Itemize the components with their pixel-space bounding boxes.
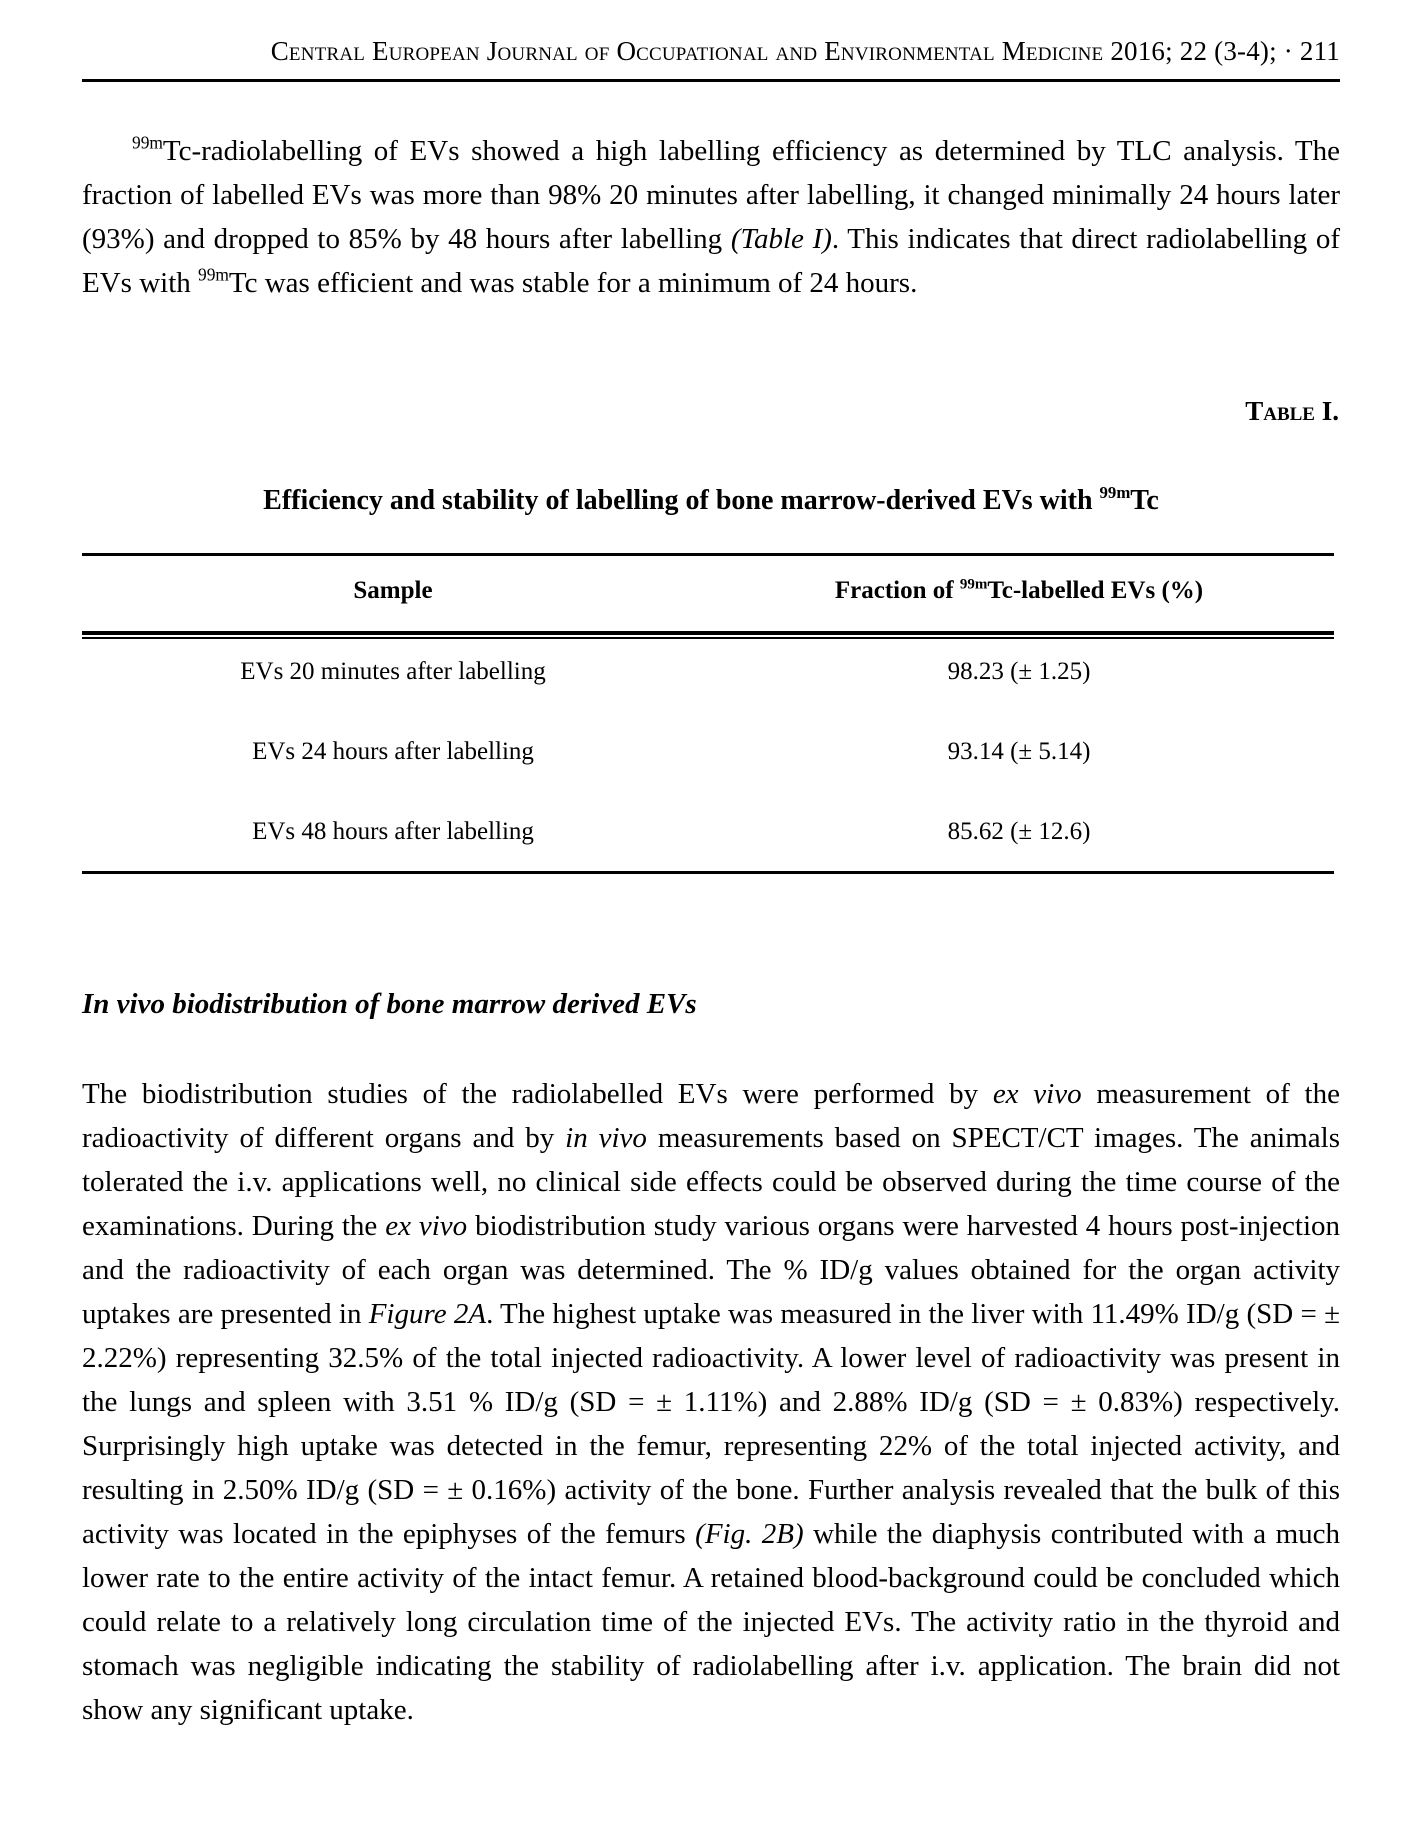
section-heading: In vivo biodistribution of bone marrow derived EVs	[82, 988, 697, 1020]
column-header-fraction	[704, 577, 1334, 605]
table-cell-sample: EVs 48 hours after labelling	[252, 818, 534, 845]
column-header-sample: Sample	[353, 577, 433, 604]
running-header	[82, 36, 1340, 67]
table-bottom-rule	[82, 871, 1334, 874]
figure-reference: (Fig. 2B)	[695, 1518, 804, 1550]
table-cell-sample: EVs 20 minutes after labelling	[240, 658, 546, 685]
table-label: Table I.	[1245, 396, 1339, 426]
table-header-rule-thin	[82, 637, 1334, 639]
text: Tc-radiolabelling of EVs showed a high labelling efficiency as determined by TLC analysis. The fraction of labelled EVs was more than 98% 20 minutes after labelling, it changed minimally 24 hours later (93%) and dropped to 85% by 48 hours after labelling	[82, 135, 1340, 255]
text: biodistribution study various organs were harvested 4 hours post-injection and the radioactivity of each organ was determined. The % ID/g values obtained for the organ activity uptakes are presented in	[82, 1210, 1340, 1330]
italic-term: ex vivo	[385, 1210, 468, 1242]
text: measurement of the radioactivity of different organs and by	[82, 1078, 1340, 1154]
text: . The highest uptake was measured in the liver with 11.49% ID/g (SD = ± 2.22%) representing 32.5% of the total injected radioactivity. A lower level of radioactivity was present in the lungs and spleen with 3.51 % ID/g (SD = ± 1.11%) and 2.88% ID/g (SD = ± 0.83%) respectively. Surprisingly high uptake was detected in the femur, representing 22% of the total injected activity, and resulting in 2.50% ID/g (SD = ± 0.16%) activity of the bone. Further analysis revealed that the bulk of this activity was located in the epiphyses of the femurs	[82, 1298, 1340, 1550]
title-text: Efficiency and stability of labelling of bone marrow-derived EVs with	[263, 485, 1100, 516]
table-header-rule	[82, 631, 1334, 635]
citation: 2016; 22 (3-4); · 211	[1110, 36, 1340, 66]
superscript: 99m	[132, 132, 163, 153]
text: . This indicates that direct radiolabelling of EVs with	[82, 223, 1340, 299]
italic-term: in vivo	[565, 1122, 647, 1154]
paragraph-biodistribution	[82, 1072, 1340, 1732]
superscript: 99m	[1099, 483, 1131, 503]
header-text: Tc-labelled EVs (%)	[987, 577, 1204, 604]
superscript: 99m	[959, 576, 988, 593]
header-text: Fraction of	[834, 577, 960, 604]
table-cell-fraction: 93.14 (± 5.14)	[947, 738, 1091, 765]
text: while the diaphysis contributed with a much lower rate to the entire activity of the intact femur. A retained blood-background could be concluded which could relate to a relatively long circulation time of the injected EVs. The activity ratio in the thyroid and stomach was negligible indicating the stability of radiolabelling after i.v. application. The brain did not show any significant uptake.	[82, 1518, 1340, 1726]
header-rule	[82, 79, 1340, 82]
title-text: Tc	[1130, 485, 1159, 516]
italic-term: ex vivo	[992, 1078, 1082, 1110]
paragraph-labelling-efficiency	[82, 129, 1340, 305]
table-top-rule	[82, 553, 1334, 556]
figure-reference: Figure 2A	[368, 1298, 487, 1330]
table-title	[82, 485, 1340, 517]
table-reference: (Table I)	[730, 223, 832, 255]
superscript: 99m	[198, 264, 229, 285]
text: measurements based on SPECT/CT images. The animals tolerated the i.v. applications well, no clinical side effects could be observed during the time course of the examinations. During the	[82, 1122, 1341, 1242]
text: Tc was efficient and was stable for a minimum of 24 hours.	[228, 267, 918, 299]
text: The biodistribution studies of the radiolabelled EVs were performed by	[82, 1078, 993, 1110]
table-cell-fraction: 98.23 (± 1.25)	[947, 658, 1091, 685]
table-cell-fraction: 85.62 (± 12.6)	[947, 818, 1091, 845]
journal-title: Central European Journal of Occupational and Environmental Medicine	[270, 36, 1104, 66]
table-cell-sample: EVs 24 hours after labelling	[252, 738, 534, 765]
